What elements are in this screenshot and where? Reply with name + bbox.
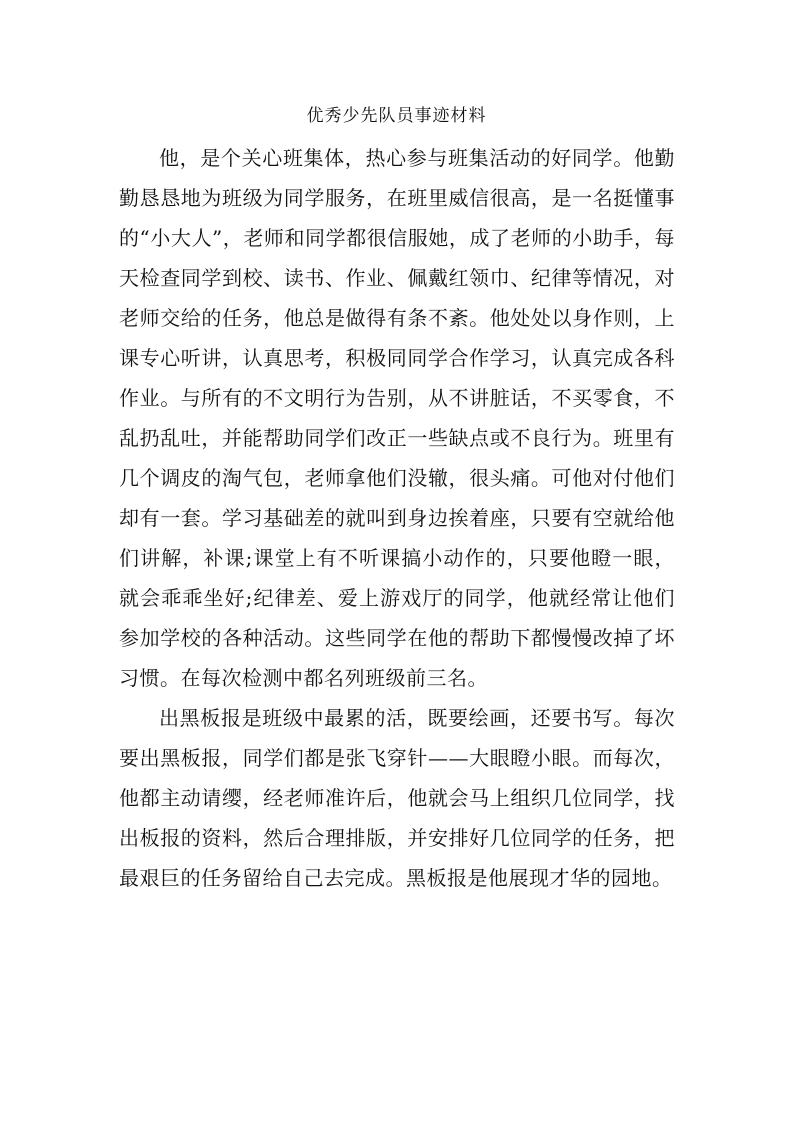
document-body (119, 138, 675, 898)
document-title: 优秀少先队员事迹材料 (306, 106, 487, 126)
paragraph-2: 出黑板报是班级中最累的活，既要绘画，还要书写。每次要出黑板报，同学们都是张飞穿针——大眼瞪小眼。而每次，他都主动请缨，经老师准许后，他就会马上组织几位同学，找出板报的资料，然后合理排版，并安排好几位同学的任务，把最艰巨的任务留给自己去完成。黑板报是他展现才华的园地。 (119, 706, 675, 890)
paragraph-1: 他，是个关心班集体，热心参与班集活动的好同学。他勤勤恳恳地为班级为同学服务，在班里威信很高，是一名挺懂事的“小大人”，老师和同学都很信服她，成了老师的小助手，每天检查同学到校、读书、作业、佩戴红领巾、纪律等情况，对老师交给的任务，他总是做得有条不紊。他处处以身作则，上课专心听讲，认真思考，积极同同学合作学习，认真完成各科作业。与所有的不文明行为告别，从不讲脏话，不买零食，不乱扔乱吐，并能帮助同学们改正一些缺点或不良行为。班里有几个调皮的淘气包，老师拿他们没辙，很头痛。可他对付他们却有一套。学习基础差的就叫到身边挨着座，只要有空就给他们讲解，补课;课堂上有不听课搞小动作的，只要他瞪一眼，就会乖乖坐好;纪律差、爱上游戏厅的同学，他就经常让他们参加学校的各种活动。这些同学在他的帮助下都慢慢改掉了坏习惯。在每次检测中都名列班级前三名。 (119, 146, 675, 690)
